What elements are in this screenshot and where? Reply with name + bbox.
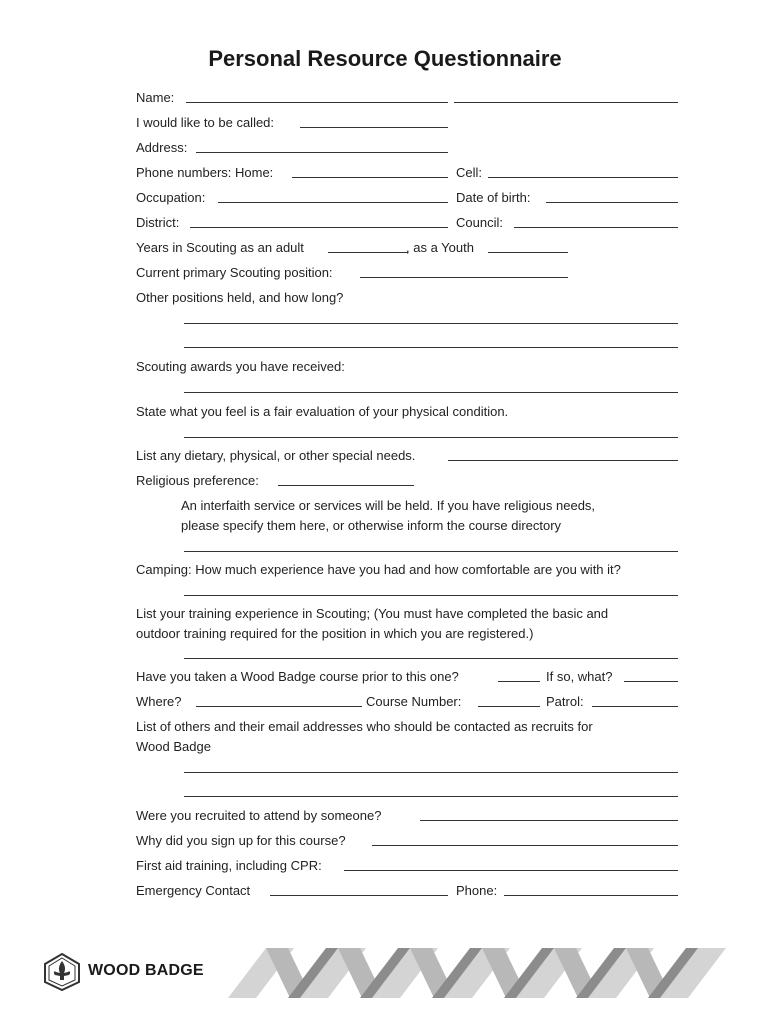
others-line-2: Wood Badge <box>136 739 211 754</box>
training-line-2: outdoor training required for the position in which you are registered.) <box>136 626 534 641</box>
address-row <box>136 139 678 157</box>
physical-row <box>136 403 678 421</box>
emergency-label: Emergency Contact <box>136 883 251 898</box>
where-label: Where? <box>136 694 182 709</box>
fleur-de-lis-badge-icon <box>42 952 82 992</box>
cell-label: Cell: <box>456 165 483 180</box>
current-position-label: Current primary Scouting position: <box>136 265 333 280</box>
interfaith-note <box>181 496 595 536</box>
called-label: I would like to be called: <box>136 115 275 130</box>
others-answer-1-row <box>136 759 678 777</box>
prior-wb-label: Have you taken a Wood Badge course prior to this one? <box>136 669 459 684</box>
first-aid-row <box>136 857 678 875</box>
prior-wb-field[interactable] <box>498 681 540 682</box>
recruited-row <box>136 807 678 825</box>
dob-label: Date of birth: <box>456 190 531 205</box>
called-row <box>136 114 678 132</box>
last-name-field[interactable] <box>454 102 678 103</box>
other-positions-row <box>136 289 678 307</box>
awards-line[interactable] <box>184 392 678 393</box>
religious-field[interactable] <box>278 485 414 486</box>
if-so-label: If so, what? <box>546 669 613 684</box>
dietary-field[interactable] <box>448 460 678 461</box>
dob-field[interactable] <box>546 202 678 203</box>
training-line-1: List your training experience in Scouting; (You must have completed the basic and <box>136 606 609 621</box>
district-label: District: <box>136 215 180 230</box>
camping-label: Camping: How much experience have you had and how comfortable are you with it? <box>136 562 621 577</box>
home-phone-field[interactable] <box>292 177 448 178</box>
patrol-field[interactable] <box>592 706 678 707</box>
interfaith-line-2: please specify them here, or otherwise inform the course directory <box>181 518 562 533</box>
district-row <box>136 214 678 232</box>
training-answer-row <box>136 645 678 663</box>
emergency-row <box>136 882 678 900</box>
religious-needs-line[interactable] <box>184 551 678 552</box>
address-field[interactable] <box>196 152 448 153</box>
council-label: Council: <box>456 215 503 230</box>
course-number-label: Course Number: <box>366 694 462 709</box>
occupation-field[interactable] <box>218 202 448 203</box>
other-positions-line-1[interactable] <box>184 323 678 324</box>
wood-badge-logo-text: WOOD BADGE <box>88 962 204 979</box>
name-row <box>136 89 678 107</box>
others-question <box>136 717 593 757</box>
woggle-ribbon-decoration <box>228 948 732 998</box>
other-positions-line-2-row <box>136 334 678 352</box>
awards-label: Scouting awards you have received: <box>136 359 345 374</box>
others-answer-line-1[interactable] <box>184 772 678 773</box>
dietary-label: List any dietary, physical, or other special needs. <box>136 448 416 463</box>
address-label: Address: <box>136 140 188 155</box>
recruited-field[interactable] <box>420 820 678 821</box>
years-row <box>136 239 678 257</box>
if-so-field[interactable] <box>624 681 678 682</box>
why-field[interactable] <box>372 845 678 846</box>
emergency-phone-field[interactable] <box>504 895 678 896</box>
why-label: Why did you sign up for this course? <box>136 833 346 848</box>
years-adult-field[interactable] <box>328 252 408 253</box>
others-answer-2-row <box>136 783 678 801</box>
other-positions-line-2[interactable] <box>184 347 678 348</box>
other-positions-line-1-row <box>136 310 678 328</box>
physical-line[interactable] <box>184 437 678 438</box>
religious-label: Religious preference: <box>136 473 259 488</box>
where-row <box>136 693 678 711</box>
others-answer-line-2[interactable] <box>184 796 678 797</box>
camping-row <box>136 561 678 579</box>
council-field[interactable] <box>514 227 678 228</box>
training-answer-line[interactable] <box>184 658 678 659</box>
course-number-field[interactable] <box>478 706 540 707</box>
recruited-label: Were you recruited to attend by someone? <box>136 808 382 823</box>
as-youth-label: , as a Youth <box>406 240 474 255</box>
other-positions-label: Other positions held, and how long? <box>136 290 344 305</box>
cell-field[interactable] <box>488 177 678 178</box>
home-phone-label: Phone numbers: Home: <box>136 165 274 180</box>
awards-row <box>136 358 678 376</box>
dietary-row <box>136 447 678 465</box>
emergency-contact-field[interactable] <box>270 895 448 896</box>
emergency-phone-label: Phone: <box>456 883 498 898</box>
why-row <box>136 832 678 850</box>
first-aid-field[interactable] <box>344 870 678 871</box>
name-label: Name: <box>136 90 175 105</box>
training-question <box>136 604 608 644</box>
others-line-1: List of others and their email addresses who should be contacted as recruits for <box>136 719 593 734</box>
occupation-label: Occupation: <box>136 190 206 205</box>
years-adult-label: Years in Scouting as an adult <box>136 240 304 255</box>
awards-line-row <box>136 379 678 397</box>
current-position-field[interactable] <box>360 277 568 278</box>
physical-label: State what you feel is a fair evaluation of your physical condition. <box>136 404 509 419</box>
physical-line-row <box>136 424 678 442</box>
footer <box>0 940 770 1010</box>
prior-wb-row <box>136 668 678 686</box>
camping-line[interactable] <box>184 595 678 596</box>
occupation-row <box>136 189 678 207</box>
religious-needs-line-row <box>136 538 678 556</box>
first-name-field[interactable] <box>186 102 448 103</box>
district-field[interactable] <box>190 227 448 228</box>
where-field[interactable] <box>196 706 362 707</box>
page-title: Personal Resource Questionnaire <box>208 46 562 71</box>
religious-row <box>136 472 678 490</box>
interfaith-line-1: An interfaith service or services will be held. If you have religious needs, <box>181 498 596 513</box>
current-position-row <box>136 264 678 282</box>
camping-line-row <box>136 582 678 600</box>
patrol-label: Patrol: <box>546 694 584 709</box>
called-field[interactable] <box>300 127 448 128</box>
years-youth-field[interactable] <box>488 252 568 253</box>
phone-row <box>136 164 678 182</box>
first-aid-label: First aid training, including CPR: <box>136 858 322 873</box>
